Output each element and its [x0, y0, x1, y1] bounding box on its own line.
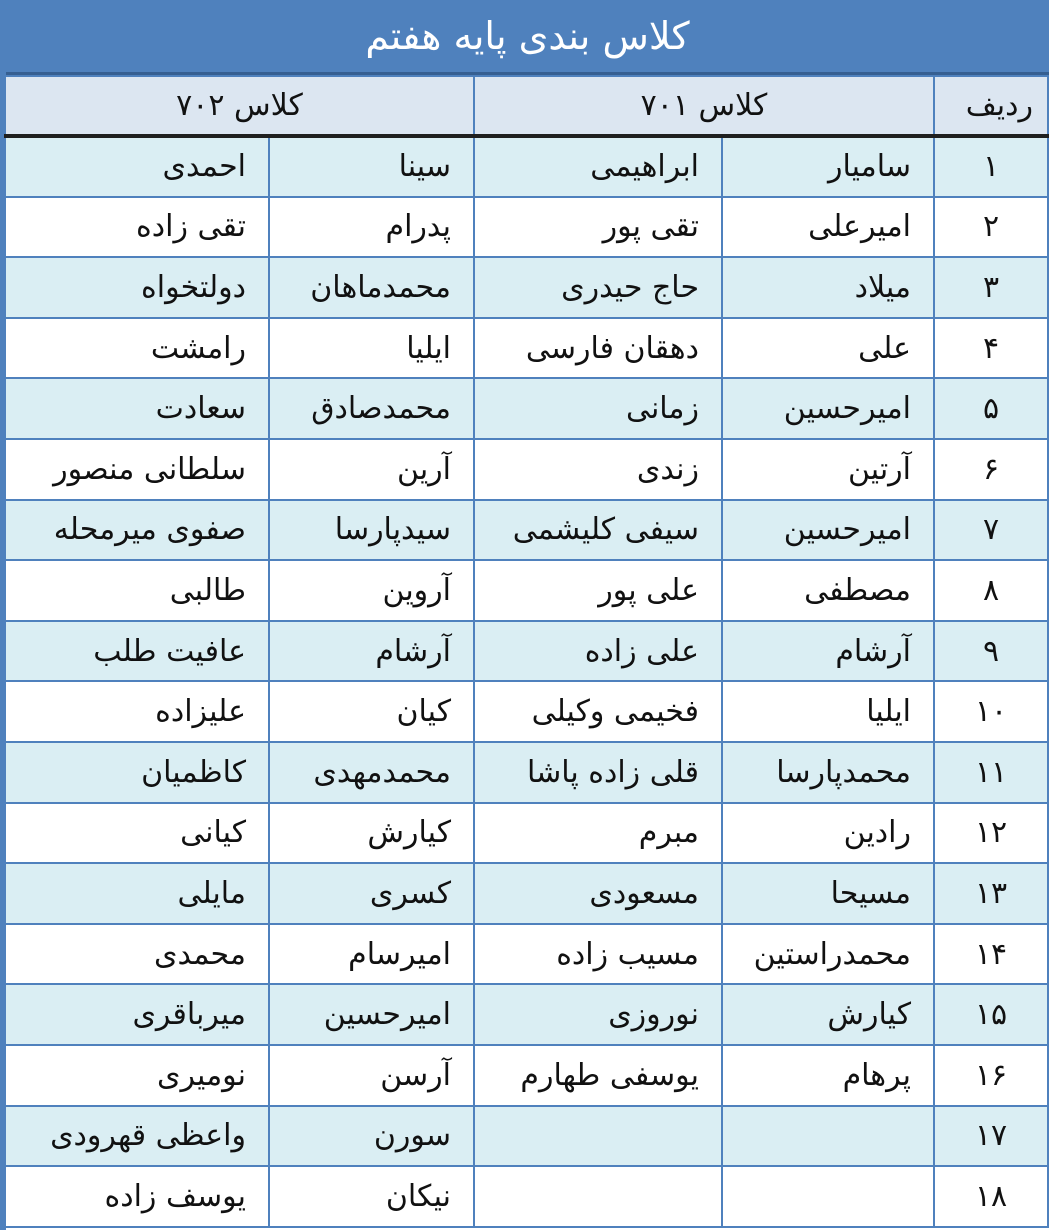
class-702-first-name-cell: آرین — [269, 439, 474, 500]
class-702-first-name-cell: آرشام — [269, 621, 474, 682]
class-702-last-name-cell: صفوی میرمحله — [5, 500, 269, 561]
class-701-first-name-cell: مسیحا — [722, 863, 934, 924]
class-701-first-name-cell: پرهام — [722, 1045, 934, 1106]
row-number-cell: ۳ — [934, 257, 1048, 318]
class-702-first-name-cell: پدرام — [269, 197, 474, 258]
class-701-last-name-cell: مسعودی — [474, 863, 722, 924]
class-701-first-name-cell: ایلیا — [722, 681, 934, 742]
class-701-last-name-cell: زمانی — [474, 378, 722, 439]
table-row — [5, 742, 1048, 803]
header-class-702: کلاس ۷۰۲ — [5, 76, 474, 136]
class-701-last-name-cell: سیفی کلیشمی — [474, 500, 722, 561]
class-702-first-name-cell: آروین — [269, 560, 474, 621]
table-row — [5, 136, 1048, 197]
class-701-last-name-cell: ابراهیمی — [474, 136, 722, 197]
row-number-cell: ۱۳ — [934, 863, 1048, 924]
class-702-last-name-cell: کاظمیان — [5, 742, 269, 803]
class-701-last-name-cell: مبرم — [474, 803, 722, 864]
class-702-first-name-cell: سیدپارسا — [269, 500, 474, 561]
class-702-last-name-cell: سلطانی منصور — [5, 439, 269, 500]
class-701-first-name-cell: محمدپارسا — [722, 742, 934, 803]
row-number-cell: ۴ — [934, 318, 1048, 379]
class-701-first-name-cell: امیرعلی — [722, 197, 934, 258]
class-701-last-name-cell: قلی زاده پاشا — [474, 742, 722, 803]
class-702-last-name-cell: واعظی قهرودی — [5, 1106, 269, 1167]
row-number-cell: ۱ — [934, 136, 1048, 197]
table-row — [5, 197, 1048, 258]
class-701-last-name-cell: نوروزی — [474, 984, 722, 1045]
class-702-first-name-cell: آرسن — [269, 1045, 474, 1106]
class-702-first-name-cell: نیکان — [269, 1166, 474, 1227]
class-701-first-name-cell: امیرحسین — [722, 378, 934, 439]
class-702-first-name-cell: امیرسام — [269, 924, 474, 985]
class-702-last-name-cell: سعادت — [5, 378, 269, 439]
class-701-first-name-cell: علی — [722, 318, 934, 379]
row-number-cell: ۱۴ — [934, 924, 1048, 985]
class-702-first-name-cell: کیان — [269, 681, 474, 742]
class-702-first-name-cell: ایلیا — [269, 318, 474, 379]
table-row — [5, 924, 1048, 985]
class-702-last-name-cell: نومیری — [5, 1045, 269, 1106]
class-702-last-name-cell: دولتخواه — [5, 257, 269, 318]
table-row — [5, 1106, 1048, 1167]
class-702-last-name-cell: کیانی — [5, 803, 269, 864]
class-702-last-name-cell: مایلی — [5, 863, 269, 924]
table-row — [5, 1045, 1048, 1106]
header-row — [5, 76, 1048, 136]
class-701-last-name-cell: فخیمی وکیلی — [474, 681, 722, 742]
table-row — [5, 500, 1048, 561]
table-row — [5, 1166, 1048, 1227]
table-row — [5, 257, 1048, 318]
class-702-last-name-cell: محمدی — [5, 924, 269, 985]
class-701-first-name-cell: مصطفی — [722, 560, 934, 621]
class-701-last-name-cell: تقی پور — [474, 197, 722, 258]
row-number-cell: ۱۷ — [934, 1106, 1048, 1167]
class-702-first-name-cell: محمدصادق — [269, 378, 474, 439]
row-number-cell: ۸ — [934, 560, 1048, 621]
header-class-701: کلاس ۷۰۱ — [474, 76, 934, 136]
row-number-cell: ۷ — [934, 500, 1048, 561]
row-number-cell: ۱۵ — [934, 984, 1048, 1045]
class-701-first-name-cell — [722, 1166, 934, 1227]
row-number-cell: ۶ — [934, 439, 1048, 500]
class-702-first-name-cell: کسری — [269, 863, 474, 924]
page-title: کلاس بندی پایه هفتم — [6, 0, 1049, 75]
class-701-last-name-cell — [474, 1106, 722, 1167]
table-row — [5, 681, 1048, 742]
class-701-first-name-cell: محمدراستین — [722, 924, 934, 985]
class-701-first-name-cell: امیرحسین — [722, 500, 934, 561]
class-701-last-name-cell: علی پور — [474, 560, 722, 621]
class-701-last-name-cell: حاج حیدری — [474, 257, 722, 318]
class-702-first-name-cell: سینا — [269, 136, 474, 197]
class-702-last-name-cell: یوسف زاده — [5, 1166, 269, 1227]
table-row — [5, 560, 1048, 621]
row-number-cell: ۱۲ — [934, 803, 1048, 864]
class-701-last-name-cell: زندی — [474, 439, 722, 500]
table-row — [5, 318, 1048, 379]
table-row — [5, 378, 1048, 439]
class-701-first-name-cell: آرتین — [722, 439, 934, 500]
table-row — [5, 621, 1048, 682]
class-702-last-name-cell: علیزاده — [5, 681, 269, 742]
class-701-last-name-cell: دهقان فارسی — [474, 318, 722, 379]
header-row-number: ردیف — [934, 76, 1048, 136]
row-number-cell: ۱۱ — [934, 742, 1048, 803]
table-row — [5, 439, 1048, 500]
class-701-first-name-cell: رادین — [722, 803, 934, 864]
row-number-cell: ۱۰ — [934, 681, 1048, 742]
class-702-first-name-cell: محمدماهان — [269, 257, 474, 318]
roster-body — [5, 136, 1048, 1227]
class-702-first-name-cell: امیرحسین — [269, 984, 474, 1045]
row-number-cell: ۱۶ — [934, 1045, 1048, 1106]
row-number-cell: ۵ — [934, 378, 1048, 439]
row-number-cell: ۹ — [934, 621, 1048, 682]
row-number-cell: ۱۸ — [934, 1166, 1048, 1227]
class-701-first-name-cell: میلاد — [722, 257, 934, 318]
class-702-last-name-cell: تقی زاده — [5, 197, 269, 258]
class-701-last-name-cell: یوسفی طهارم — [474, 1045, 722, 1106]
class-701-last-name-cell: علی زاده — [474, 621, 722, 682]
class-702-first-name-cell: کیارش — [269, 803, 474, 864]
class-702-last-name-cell: احمدی — [5, 136, 269, 197]
class-701-last-name-cell — [474, 1166, 722, 1227]
class-701-first-name-cell: سامیار — [722, 136, 934, 197]
class-702-last-name-cell: طالبی — [5, 560, 269, 621]
class-701-first-name-cell: آرشام — [722, 621, 934, 682]
class-702-first-name-cell: محمدمهدی — [269, 742, 474, 803]
class-701-first-name-cell — [722, 1106, 934, 1167]
class-701-last-name-cell: مسیب زاده — [474, 924, 722, 985]
table-row — [5, 984, 1048, 1045]
class-701-first-name-cell: کیارش — [722, 984, 934, 1045]
class-702-last-name-cell: عافیت طلب — [5, 621, 269, 682]
roster-table — [4, 75, 1049, 1228]
class-702-first-name-cell: سورن — [269, 1106, 474, 1167]
class-702-last-name-cell: رامشت — [5, 318, 269, 379]
class-702-last-name-cell: میرباقری — [5, 984, 269, 1045]
row-number-cell: ۲ — [934, 197, 1048, 258]
table-row — [5, 863, 1048, 924]
table-row — [5, 803, 1048, 864]
